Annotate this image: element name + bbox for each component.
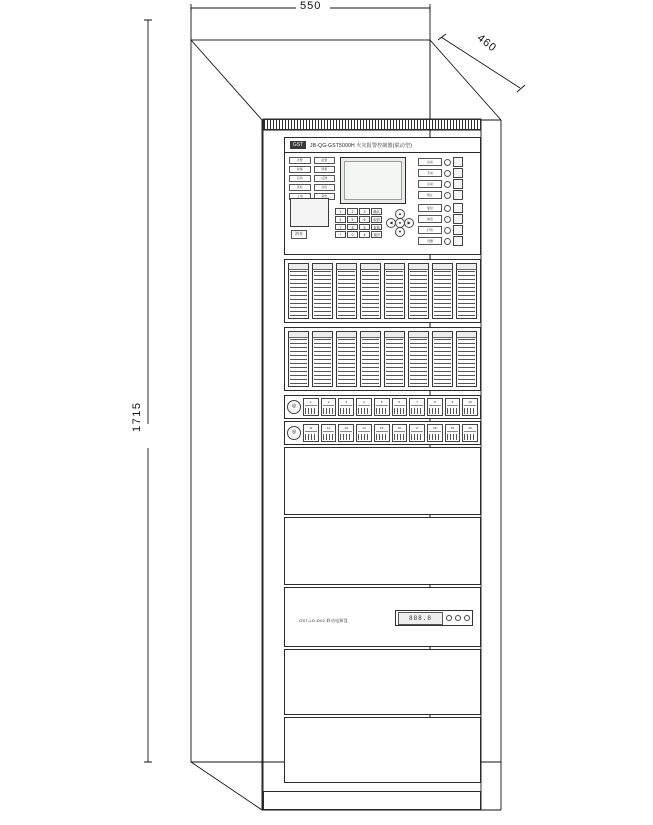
manual-control-cell[interactable] [303,398,319,416]
function-row[interactable] [418,225,463,235]
function-key[interactable] [453,214,463,224]
cell-label: 10 [464,400,476,406]
manual-control-strip-lower [284,421,481,445]
manual-control-cell[interactable] [427,398,443,416]
function-key[interactable] [453,236,463,246]
cell-contacts [305,408,317,414]
cell-label: 4 [358,400,370,406]
status-indicator: 备电 [314,193,336,200]
function-key[interactable] [453,157,463,167]
function-led [444,216,451,223]
cell-contacts [464,408,476,414]
manual-control-cell[interactable] [356,424,372,442]
blank-filler-panel [284,717,481,783]
manual-control-cell[interactable] [445,398,461,416]
cell-label: 13 [340,426,352,432]
arrow-up-icon[interactable]: ▲ [395,209,405,219]
status-indicator: 延时 [289,184,311,191]
status-indicator: 主电 [289,193,311,200]
cell-label: 7 [411,400,423,406]
function-key[interactable] [453,225,463,235]
loop-module-card [408,331,429,387]
manual-control-cell[interactable] [374,398,390,416]
numeric-keypad[interactable] [335,208,382,238]
dimension-height-label: 1715 [131,401,143,432]
power-meter [395,610,473,626]
loop-module-card [288,263,309,319]
manual-control-strip-upper [284,395,481,419]
power-supply-label: GST-LD-D02 联动电源盘 [299,618,349,623]
loop-module-card [456,263,477,319]
blank-filler-panel [284,649,481,715]
cell-label: 9 [447,400,459,406]
navigation-cluster[interactable] [386,209,412,235]
cell-contacts [447,408,459,414]
blank-filler-panel [284,447,481,515]
cell-label: 16 [394,426,406,432]
loop-module-card [432,331,453,387]
status-indicator: 故障 [289,166,311,173]
brand-logo: GST [290,141,306,149]
ventilation-strip [263,119,481,130]
cell-contacts [394,434,406,440]
fire-alarm-controller-unit [284,137,481,255]
keypad-key[interactable]: 7 [335,224,346,231]
keypad-key[interactable]: 确认 [371,208,382,215]
status-indicator: 反馈 [314,175,336,182]
cell-label: 1 [305,400,317,406]
keypad-key[interactable]: 2 [347,208,358,215]
function-row[interactable] [418,157,463,167]
power-supply-panel [284,587,481,647]
keypad-key[interactable]: 查询 [371,224,382,231]
function-label: 打印 [418,226,442,234]
keypad-key[interactable]: 取消 [371,216,382,223]
keypad-key[interactable]: 6 [359,216,370,223]
function-led [444,227,451,234]
power-led-main [446,615,452,621]
manual-control-cell[interactable] [321,424,337,442]
keypad-key[interactable]: 0 [347,231,358,238]
power-meter-digits: 888.8 [398,612,443,625]
manual-control-cell[interactable] [338,424,354,442]
cell-label: 17 [411,426,423,432]
cabinet-front-panel [263,119,481,810]
function-label: 自动 [418,158,442,166]
lcd-screen-inner [344,161,402,200]
manual-control-cell[interactable] [409,424,425,442]
status-indicator: 启动 [289,175,311,182]
keypad-key[interactable]: 返回 [371,231,382,238]
cell-contacts [447,434,459,440]
function-row[interactable] [418,179,463,189]
cell-label: 8 [429,400,441,406]
function-label: 消音 [418,215,442,223]
function-button-column[interactable] [418,157,478,249]
cell-contacts [323,408,335,414]
loop-module-card [288,331,309,387]
controller-brand-bar [285,138,480,153]
function-led [444,159,451,166]
cell-label: 5 [376,400,388,406]
loop-module-card [384,263,405,319]
cell-contacts [376,408,388,414]
cell-label: 3 [340,400,352,406]
cell-label: 6 [394,400,406,406]
cell-contacts [464,434,476,440]
function-key[interactable] [453,203,463,213]
status-indicator: 自检 [314,184,336,191]
function-label: 手动 [418,169,442,177]
keypad-key[interactable]: 9 [359,224,370,231]
cell-contacts [394,408,406,414]
auxiliary-display [290,198,329,227]
cell-contacts [429,408,441,414]
loop-module-rack-upper [284,259,481,323]
confirm-button[interactable]: ● [395,218,405,228]
keypad-key[interactable]: 5 [347,216,358,223]
function-led [444,238,451,245]
manual-control-cell[interactable] [427,424,443,442]
rotary-knob-icon[interactable]: ◎ [287,426,301,440]
cell-contacts [376,434,388,440]
cell-label: 18 [429,426,441,432]
power-led-backup [455,615,461,621]
loop-module-card [336,331,357,387]
manual-control-cell[interactable] [321,398,337,416]
function-row[interactable] [418,168,463,178]
cell-contacts [305,434,317,440]
cell-contacts [323,434,335,440]
loop-module-card [432,263,453,319]
cell-label: 15 [376,426,388,432]
cell-label: 19 [447,426,459,432]
loop-module-card [360,331,381,387]
arrow-left-icon[interactable]: ◀ [386,218,396,228]
loop-module-card [312,263,333,319]
function-label: 启动 [418,180,442,188]
controller-model-text: JB-QG-GST5000H 火灾报警控制器(联动型) [310,142,413,149]
status-indicator: 监管 [314,157,336,164]
status-indicator-panel [289,157,335,198]
function-led [444,205,451,212]
function-led [444,192,451,199]
cell-contacts [429,434,441,440]
cell-contacts [411,434,423,440]
cell-contacts [340,408,352,414]
function-key[interactable] [453,168,463,178]
dimension-width-label: 550 [300,0,322,12]
status-indicator: 屏蔽 [314,166,336,173]
cell-label: 11 [305,426,317,432]
loop-module-card [456,331,477,387]
manual-control-cell[interactable] [392,398,408,416]
rotary-knob-icon[interactable]: ◎ [287,400,301,414]
loop-module-rack-lower [284,327,481,391]
power-led-fault [464,615,470,621]
loop-module-card [336,263,357,319]
loop-module-card [408,263,429,319]
function-label: 复位 [418,204,442,212]
cell-contacts [358,408,370,414]
function-key[interactable] [453,190,463,200]
manual-control-cell[interactable] [303,424,319,442]
keypad-key[interactable]: 8 [347,224,358,231]
dimension-depth-label: 460 [474,32,499,55]
function-row[interactable] [418,236,463,246]
function-key[interactable] [453,179,463,189]
manual-control-cell[interactable] [445,424,461,442]
cell-contacts [340,434,352,440]
keypad-key[interactable]: 1 [335,208,346,215]
keypad-key[interactable]: # [359,231,370,238]
manual-control-cell[interactable] [374,424,390,442]
function-row[interactable] [418,214,463,224]
arrow-down-icon[interactable]: ▼ [395,227,405,237]
manual-control-cell[interactable] [462,424,478,442]
cell-label: 20 [464,426,476,432]
cell-contacts [358,434,370,440]
function-led [444,170,451,177]
loop-module-card [384,331,405,387]
keypad-key[interactable]: 3 [359,208,370,215]
arrow-right-icon[interactable]: ▶ [404,218,414,228]
manual-control-cell[interactable] [462,398,478,416]
silence-button[interactable]: 消音 [291,230,307,239]
cabinet-base-plinth [263,791,481,810]
manual-control-cell[interactable] [338,398,354,416]
keypad-key[interactable]: 4 [335,216,346,223]
manual-control-cell[interactable] [356,398,372,416]
cell-label: 12 [323,426,335,432]
function-row[interactable] [418,190,463,200]
function-label: 停止 [418,191,442,199]
cell-label: 14 [358,426,370,432]
manual-control-cell[interactable] [409,398,425,416]
manual-control-cell[interactable] [392,424,408,442]
function-label: 设置 [418,237,442,245]
cell-contacts [411,408,423,414]
loop-module-card [312,331,333,387]
status-indicator: 火警 [289,157,311,164]
loop-module-card [360,263,381,319]
function-row[interactable] [418,203,463,213]
lcd-screen [340,157,406,204]
keypad-key[interactable]: * [335,231,346,238]
blank-filler-panel [284,517,481,585]
cell-label: 2 [323,400,335,406]
function-led [444,181,451,188]
